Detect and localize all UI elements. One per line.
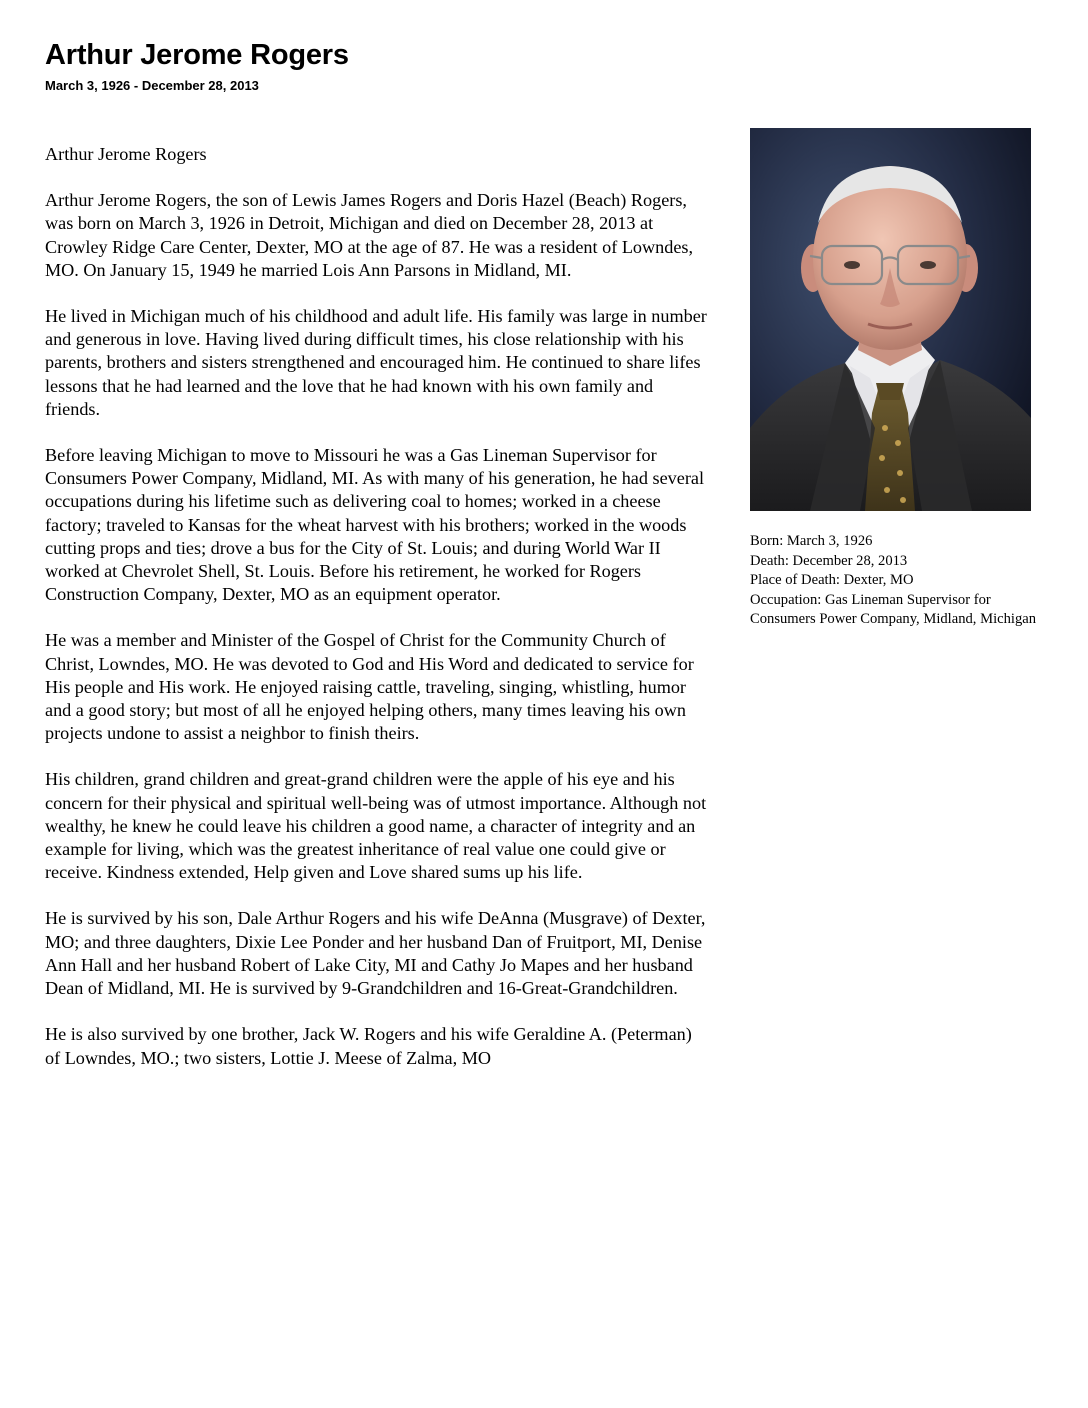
obituary-header	[45, 38, 349, 94]
paragraph-survived-siblings: He is also survived by one brother, Jack W. Rogers and his wife Geraldine A. (Peterman) of Lowndes, MO.; two sisters, Lottie J. Meese of Zalma, MO	[45, 1024, 692, 1068]
portrait-photo	[750, 128, 1031, 511]
paragraph-faith: He was a member and Minister of the Gospel of Christ for the Community Church of Christ, Lowndes, MO. He was devoted to God and His Word and dedicated to service for His people and His work. He enjoyed raising cattle, traveling, singing, whistling, humor and a good story; but most of all he enjoyed helping others, many times leaving his own projects undone to assist a neighbor to finish theirs.	[45, 630, 694, 744]
born-fact: Born: March 3, 1926	[750, 533, 873, 549]
paragraph-survived-children: He is survived by his son, Dale Arthur Rogers and his wife DeAnna (Musgrave) of Dexter, MO; and three daughters, Dixie Lee Ponder and her husband Dan of Fruitport, MI, Denise Ann Hall and her husband Robert of Lake City, MI and Cathy Jo Mapes and her husband Dean of Midland, MI. He is survived by 9-Grandchildren and 16-Great-Grandchildren.	[45, 908, 706, 999]
paragraph-family-values: His children, grand children and great-grand children were the apple of his eye and his concern for their physical and spiritual well-being was of utmost importance. Although not wealthy, he knew he could leave his children a good name, a character of integrity and an example for living, which was the greatest inheritance of real value one could give or receive. Kindness extended, Help given and Love shared sums up his life.	[45, 769, 707, 883]
intro-name: Arthur Jerome Rogers	[45, 144, 207, 164]
death-fact: Death: December 28, 2013	[750, 552, 908, 569]
vital-facts	[750, 532, 1050, 630]
paragraph-occupations: Before leaving Michigan to move to Missouri he was a Gas Lineman Supervisor for Consumers Power Company, Midland, MI. As with many of his generation, he had several occupations during his lifetime such as delivering coal to homes; worked in a cheese factory; traveled to Kansas for the wheat harvest with his brothers; worked in the woods cutting props and ties; drove a bus for the City of St. Louis; and during World War II worked at Chevrolet Shell, St. Louis. Before his retirement, he worked for Rogers Construction Company, Dexter, MO as an equipment operator.	[45, 445, 705, 605]
obituary-body	[45, 143, 710, 1093]
occupation-fact: Occupation: Gas Lineman Supervisor for Consumers Power Company, Midland, Michigan	[750, 591, 1037, 627]
paragraph-michigan-life: He lived in Michigan much of his childhood and adult life. His family was large in number and generous in love. Having lived during difficult times, his close relationship with his parents, brothers and sisters strengthened and encouraged him. He continued to share lifes lessons that he had learned and the love that he had known with his own family and friends.	[45, 306, 707, 419]
page-title: Arthur Jerome Rogers	[45, 39, 349, 71]
paragraph-birth-death: Arthur Jerome Rogers, the son of Lewis James Rogers and Doris Hazel (Beach) Rogers, was born on March 3, 1926 in Detroit, Michigan and died on December 28, 2013 at Crowley Ridge Care Center, Dexter, MO at the age of 87. He was a resident of Lowndes, MO. On January 15, 1949 he married Lois Ann Parsons in Midland, MI.	[45, 190, 694, 280]
place-of-death-fact: Place of Death: Dexter, MO	[750, 572, 914, 588]
life-dates: March 3, 1926 - December 28, 2013	[45, 78, 259, 93]
